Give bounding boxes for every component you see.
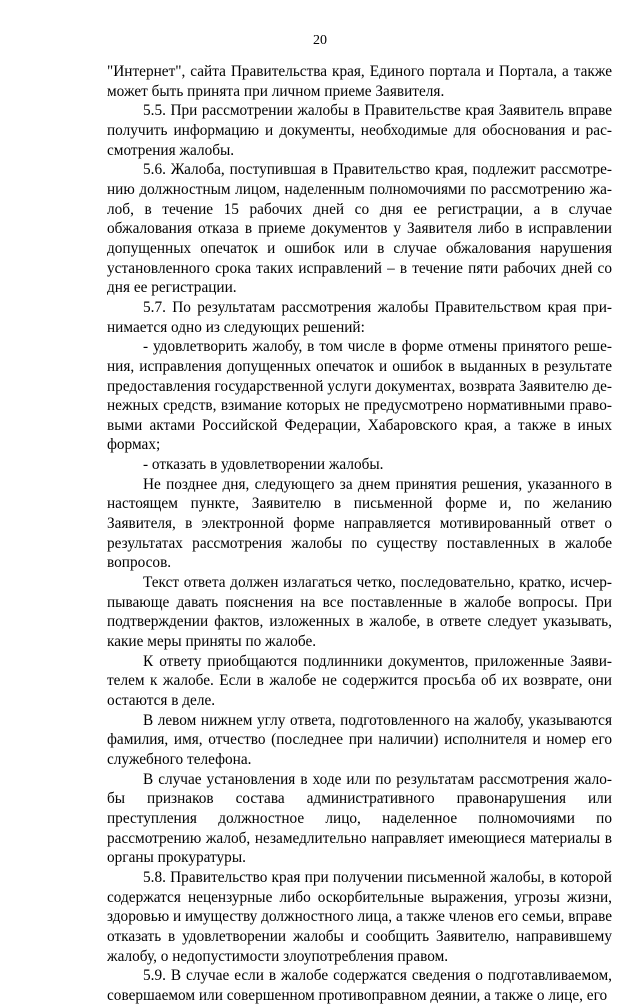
document-body xyxy=(107,62,612,1006)
paragraph-5-6: 5.6. Жалоба, поступившая в Правительство края, подлежит рассмотрению должностным лицом, наделенным полномочиями по рассмотрению жалоб, в течение 15 рабочих дней со дня ее регистрации, а в случае обжалования отказа в приеме документов у Заявителя либо в исправлении допущенных опечаток и ошибок или в случае обжалования нарушения установленного срока таких исправлений – в течение пяти рабочих дней со дня ее регистрации. xyxy=(107,161,612,297)
paragraph-5-9: 5.9. В случае если в жалобе содержатся сведения о подготавливаемом, совершаемом или совершенном противоправном деянии, а также о лице, его xyxy=(107,967,612,1004)
paragraph-response-text: Текст ответа должен излагаться четко, последовательно, кратко, исчерпывающе давать пояснения на все поставленные в жалобе вопросы. При подтверждении фактов, изложенных в жалобе, в ответе следует указывать, какие меры приняты по жалобе. xyxy=(107,574,612,651)
paragraph-attachments: К ответу приобщаются подлинники документов, приложенные Заявителем к жалобе. Если в жалобе не содержится просьба об их возврате, они остаются в деле. xyxy=(107,652,612,709)
paragraph-executor-info: В левом нижнем углу ответа, подготовленного на жалобу, указываются фамилия, имя, отчество (последнее при наличии) исполнителя и номер его служебного телефона. xyxy=(107,711,612,768)
page-number: 20 xyxy=(313,33,327,48)
paragraph-decision-satisfy: - удовлетворить жалобу, в том числе в форме отмены принятого решения, исправления допущенных опечаток и ошибок в выданных в результате предоставления государственной услуги документах, возврата Заявителю денежных средств, взимание которых не предусмотрено нормативными правовыми актами Российской Федерации, Хабаровского края, а также в иных формах; xyxy=(107,338,612,454)
paragraph-5-5: 5.5. При рассмотрении жалобы в Правительстве края Заявитель вправе получить информацию и документы, необходимые для обоснования и рассмотрения жалобы. xyxy=(107,102,612,159)
paragraph-5-8: 5.8. Правительство края при получении письменной жалобы, в которой содержатся нецензурные либо оскорбительные выражения, угрозы жизни, здоровью и имуществу должностного лица, а также членов его семьи, вправе отказать в удовлетворении жалобы и сообщить Заявителю, направившему жалобу, о недопустимости злоупотребления правом. xyxy=(107,868,612,965)
paragraph-response-deadline: Не позднее дня, следующего за днем принятия решения, указанного в настоящем пункте, Заявителю в письменной форме и, по желанию Заявителя, в электронной форме направляется мотивированный ответ о результатах рассмотрения жалобы по существу поставленных в жалобе вопросов. xyxy=(107,475,612,572)
paragraph-prosecution: В случае установления в ходе или по результатам рассмотрения жалобы признаков состава административного правонарушения или преступления должностное лицо, наделенное полномочиями по рассмотрению жалоб, незамедлительно направляет имеющиеся материалы в органы прокуратуры. xyxy=(107,770,612,867)
paragraph-continuation: "Интернет", сайта Правительства края, Единого портала и Портала, а также может быть принята при личном приеме Заявителя. xyxy=(107,63,612,100)
paragraph-decision-refuse: - отказать в удовлетворении жалобы. xyxy=(143,456,384,474)
paragraph-5-7: 5.7. По результатам рассмотрения жалобы Правительством края принимается одно из следующих решений: xyxy=(107,298,612,336)
